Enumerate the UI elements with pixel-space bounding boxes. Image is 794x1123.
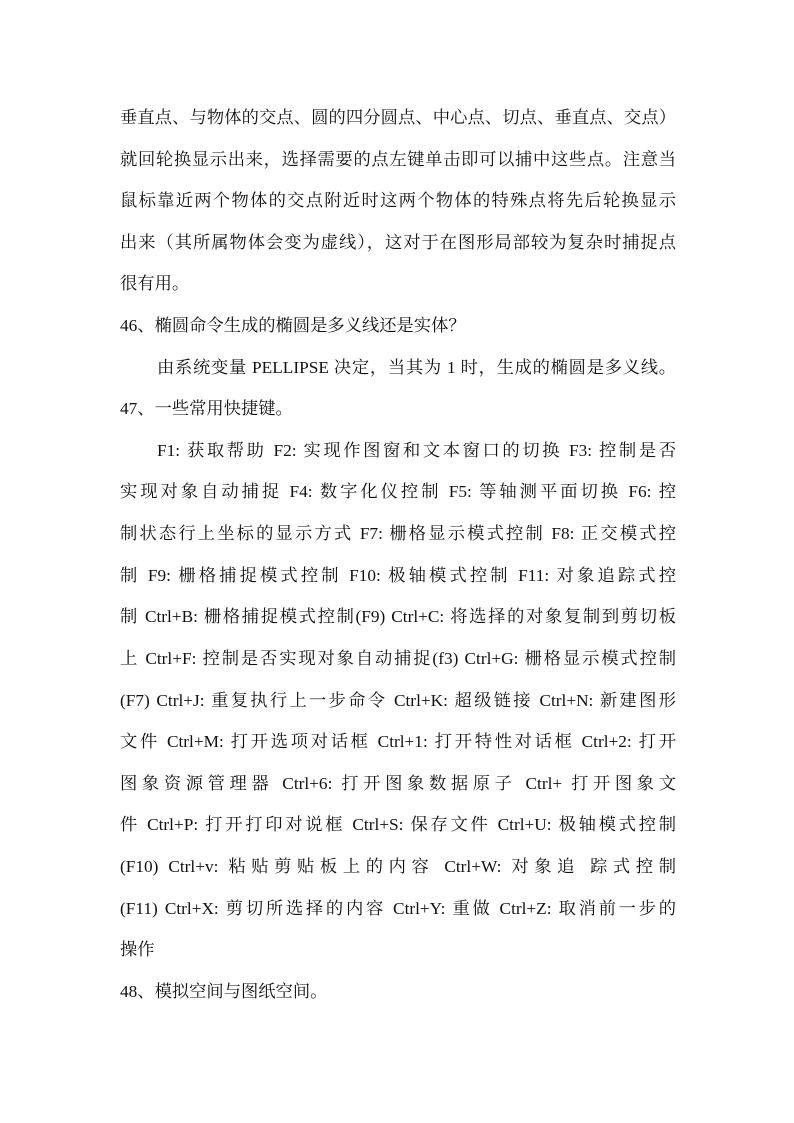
shortcut-list-line: F1: 获取帮助 F2: 实现作图窗和文本窗口的切换 F3: 控制是否	[157, 440, 676, 460]
shortcut-list-line: (F10) Ctrl+v: 粘贴剪贴板上的内容 Ctrl+W: 对象追 踪式控制	[120, 856, 676, 876]
item-48-heading: 48、模拟空间与图纸空间。	[120, 981, 328, 1001]
shortcut-list-line: 制状态行上坐标的显示方式 F7: 栅格显示模式控制 F8: 正交模式控	[120, 524, 676, 544]
shortcut-list-line: (F7) Ctrl+J: 重复执行上一步命令 Ctrl+K: 超级链接 Ctrl+N: 新建图形	[120, 690, 676, 710]
shortcut-list-line: (F11) Ctrl+X: 剪切所选择的内容 Ctrl+Y: 重做 Ctrl+Z: 取消前一步的	[120, 898, 676, 918]
document-body	[120, 97, 676, 1012]
shortcut-list-line: 上 Ctrl+F: 控制是否实现对象自动捕捉(f3) Ctrl+G: 栅格显示模式控制	[120, 648, 676, 668]
shortcut-list-line: 操作	[120, 940, 155, 960]
paragraph-line: 很有用。	[120, 274, 190, 294]
item-46-heading: 46、椭圆命令生成的椭圆是多义线还是实体？	[120, 316, 466, 336]
paragraph-line: 出来（其所属物体会变为虚线），这对于在图形局部较为复杂时捕捉点	[120, 232, 676, 252]
item-47-heading: 47、一些常用快捷键。	[120, 399, 293, 419]
shortcut-list-line: 图象资源管理器 Ctrl+6: 打开图象数据原子 Ctrl+ 打开图象文	[120, 773, 676, 793]
paragraph-line: 就回轮换显示出来，选择需要的点左键单击即可以捕中这些点。注意当	[120, 149, 676, 169]
shortcut-list-line: 文件 Ctrl+M: 打开选项对话框 Ctrl+1: 打开特性对话框 Ctrl+2: 打开	[120, 732, 676, 752]
shortcut-list-line: 制 F9: 栅格捕捉模式控制 F10: 极轴模式控制 F11: 对象追踪式控	[120, 565, 676, 585]
paragraph-line: 鼠标靠近两个物体的交点附近时这两个物体的特殊点将先后轮换显示	[120, 191, 676, 211]
shortcut-list-line: 制 Ctrl+B: 栅格捕捉模式控制(F9) Ctrl+C: 将选择的对象复制到剪切板	[120, 607, 676, 627]
item-46-answer-line: 由系统变量 PELLIPSE 决定，当其为 1 时，生成的椭圆是多义线。	[157, 357, 676, 377]
shortcut-list-line: 实现对象自动捕捉 F4: 数字化仪控制 F5: 等轴测平面切换 F6: 控	[120, 482, 676, 502]
paragraph-line: 垂直点、与物体的交点、圆的四分圆点、中心点、切点、垂直点、交点）	[120, 108, 676, 127]
shortcut-list-line: 件 Ctrl+P: 打开打印对说框 Ctrl+S: 保存文件 Ctrl+U: 极轴模式控制	[120, 815, 676, 835]
